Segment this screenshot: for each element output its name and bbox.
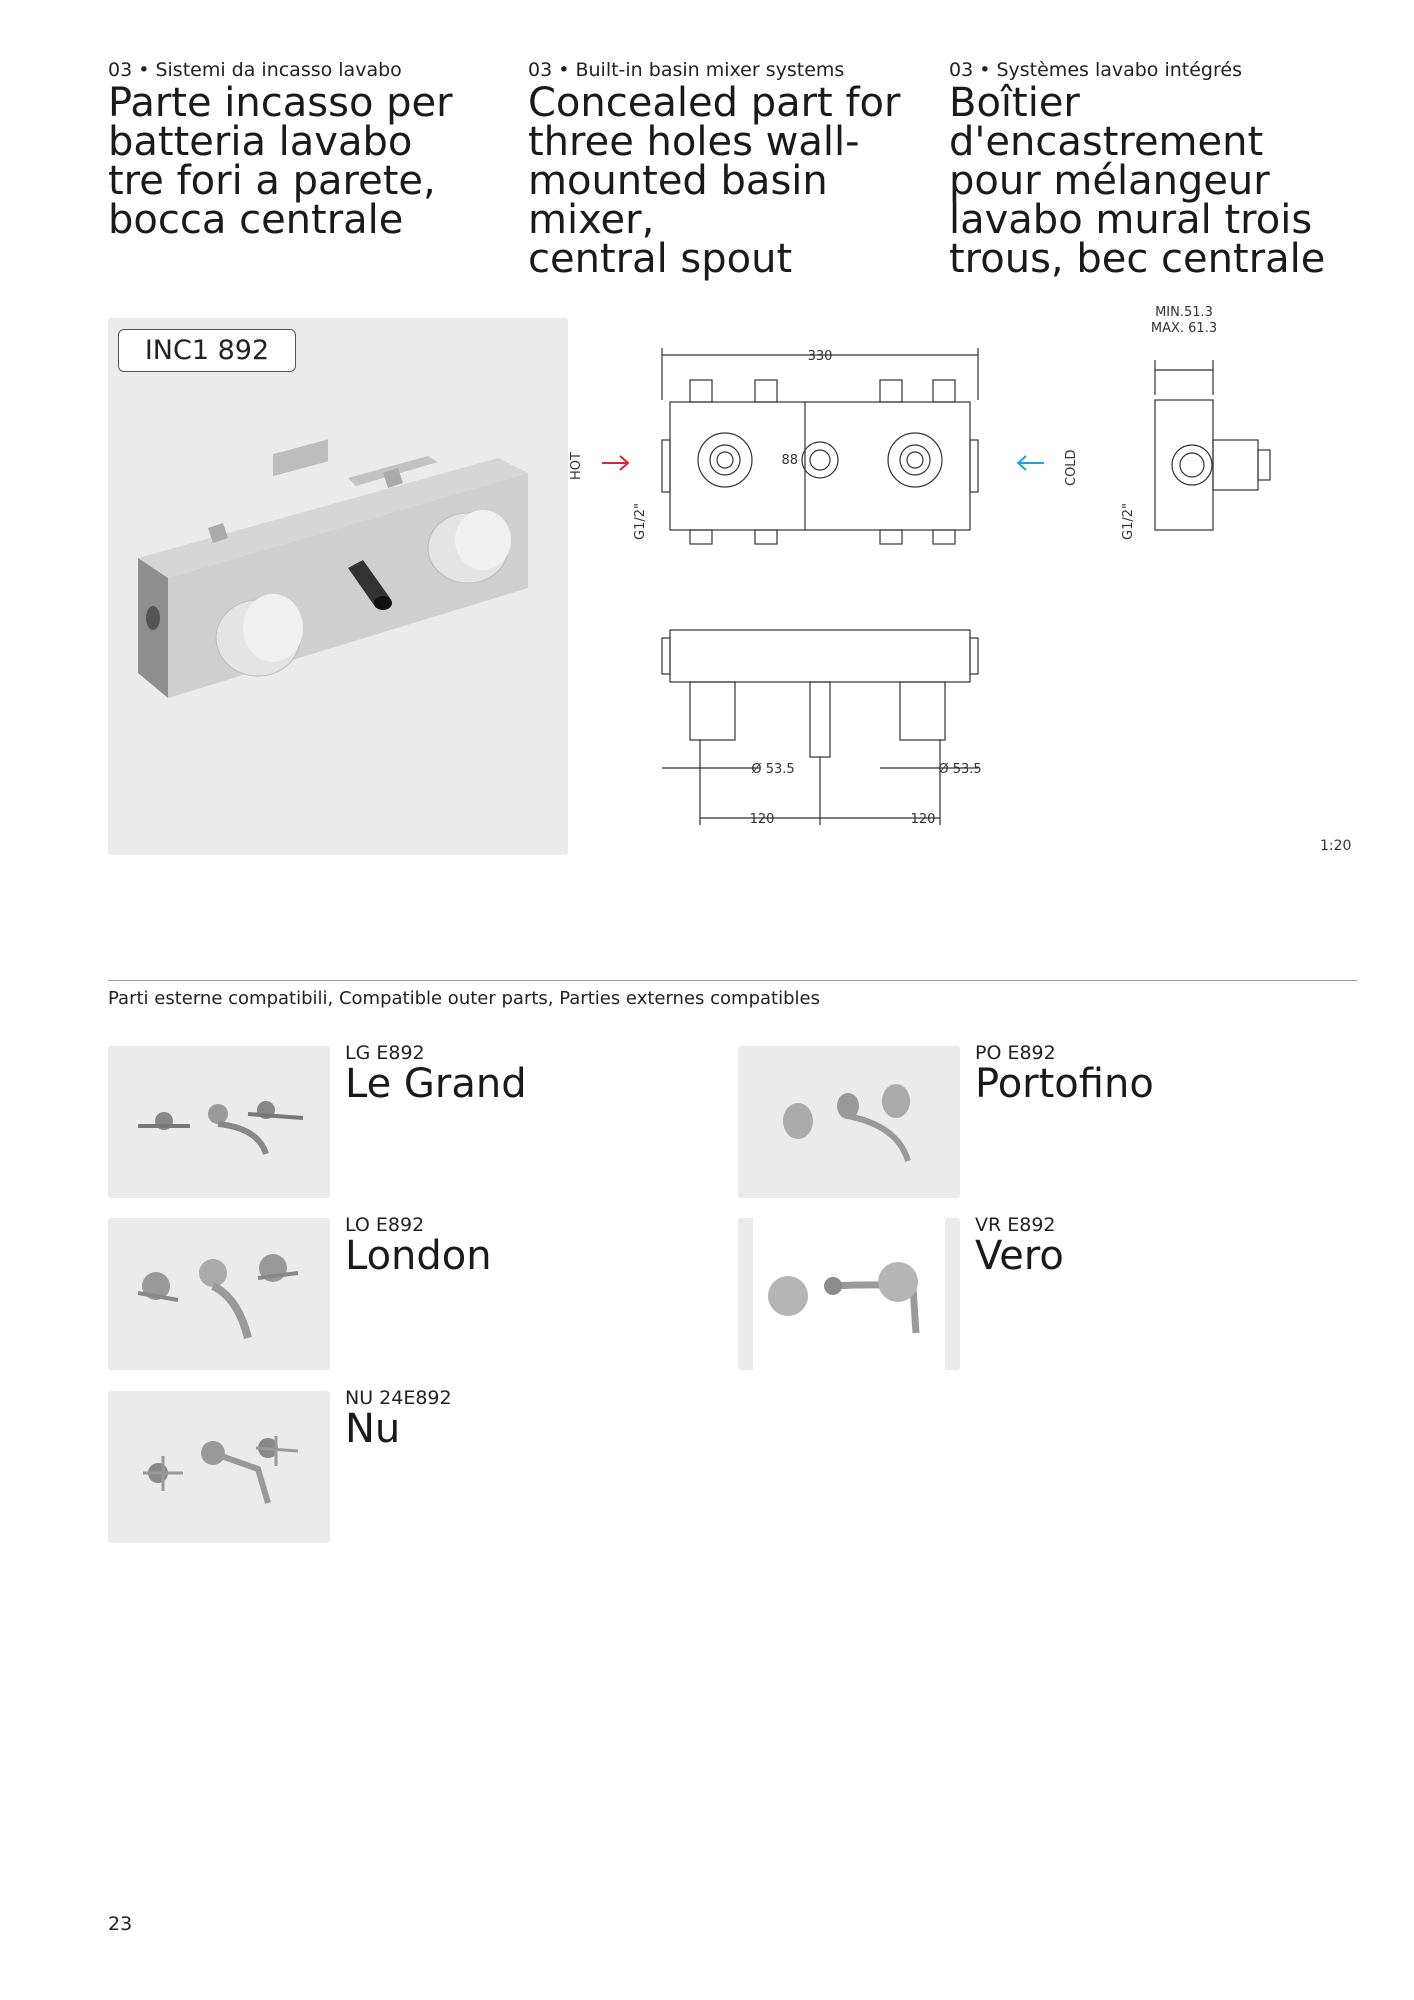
nu-image [108,1391,330,1543]
compatible-code: LO E892 [345,1214,425,1236]
compatible-name: Le Grand [345,1061,527,1107]
compatible-item-london [108,1214,708,1370]
section-title-fr: Boîtier d'encastrement pour mélangeur lavabo mural trois trous, bec centrale [949,80,1326,282]
compatible-parts-heading: Parti esterne compatibili, Compatible outer parts, Parties externes compatibles [108,988,820,1009]
spacing-left-label: 120 [749,812,775,827]
header-column-fr [949,58,1369,282]
compatible-item-le-grand [108,1042,708,1198]
compatible-item-portofino [738,1042,1338,1198]
compatible-code: PO E892 [975,1042,1056,1064]
spacing-right-label: 120 [910,812,936,827]
depth-max-label: MAX. 61.3 [1150,321,1218,336]
depth-min-label: MIN.51.3 [1155,305,1213,320]
le-grand-image [108,1046,330,1198]
compatible-name: Nu [345,1406,401,1452]
thread-right-label: G1/2" [1121,503,1136,540]
diameter-left-label: Ø 53.5 [751,762,795,777]
section-subtitle-fr: 03 • Systèmes lavabo intégrés [949,59,1242,81]
hot-label: HOT [569,452,584,480]
page-number: 23 [108,1913,133,1935]
section-title-it: Parte incasso per batteria lavabo tre fori a parete, bocca centrale [108,80,453,243]
product-code-label: INC1 892 [118,329,296,372]
compatible-name: London [345,1233,492,1279]
compatible-code: NU 24E892 [345,1387,452,1409]
header-column-en [528,58,948,282]
compatible-item-nu [108,1387,708,1543]
technical-drawing [560,300,1360,870]
portofino-image [738,1046,960,1198]
cold-label: COLD [1064,449,1079,486]
dim-height: 88 [781,453,798,468]
compatible-code: LG E892 [345,1042,425,1064]
concealed-box-render [128,428,548,728]
header-column-it [108,58,528,243]
drawing-scale: 1:20 [1320,838,1352,854]
dim-width: 330 [807,349,833,364]
section-subtitle-en: 03 • Built-in basin mixer systems [528,59,845,81]
vero-image [738,1218,960,1370]
compatible-item-vero [738,1214,1338,1370]
section-subtitle-it: 03 • Sistemi da incasso lavabo [108,59,402,81]
section-title-en: Concealed part for three holes wall- mounted basin mixer, central spout [528,80,901,282]
london-image [108,1218,330,1370]
thread-left-label: G1/2" [633,503,648,540]
compatible-name: Portofino [975,1061,1154,1107]
diameter-right-label: Ø 53.5 [938,762,982,777]
section-divider [108,980,1357,981]
compatible-name: Vero [975,1233,1064,1279]
compatible-code: VR E892 [975,1214,1056,1236]
product-image-panel [108,318,568,855]
